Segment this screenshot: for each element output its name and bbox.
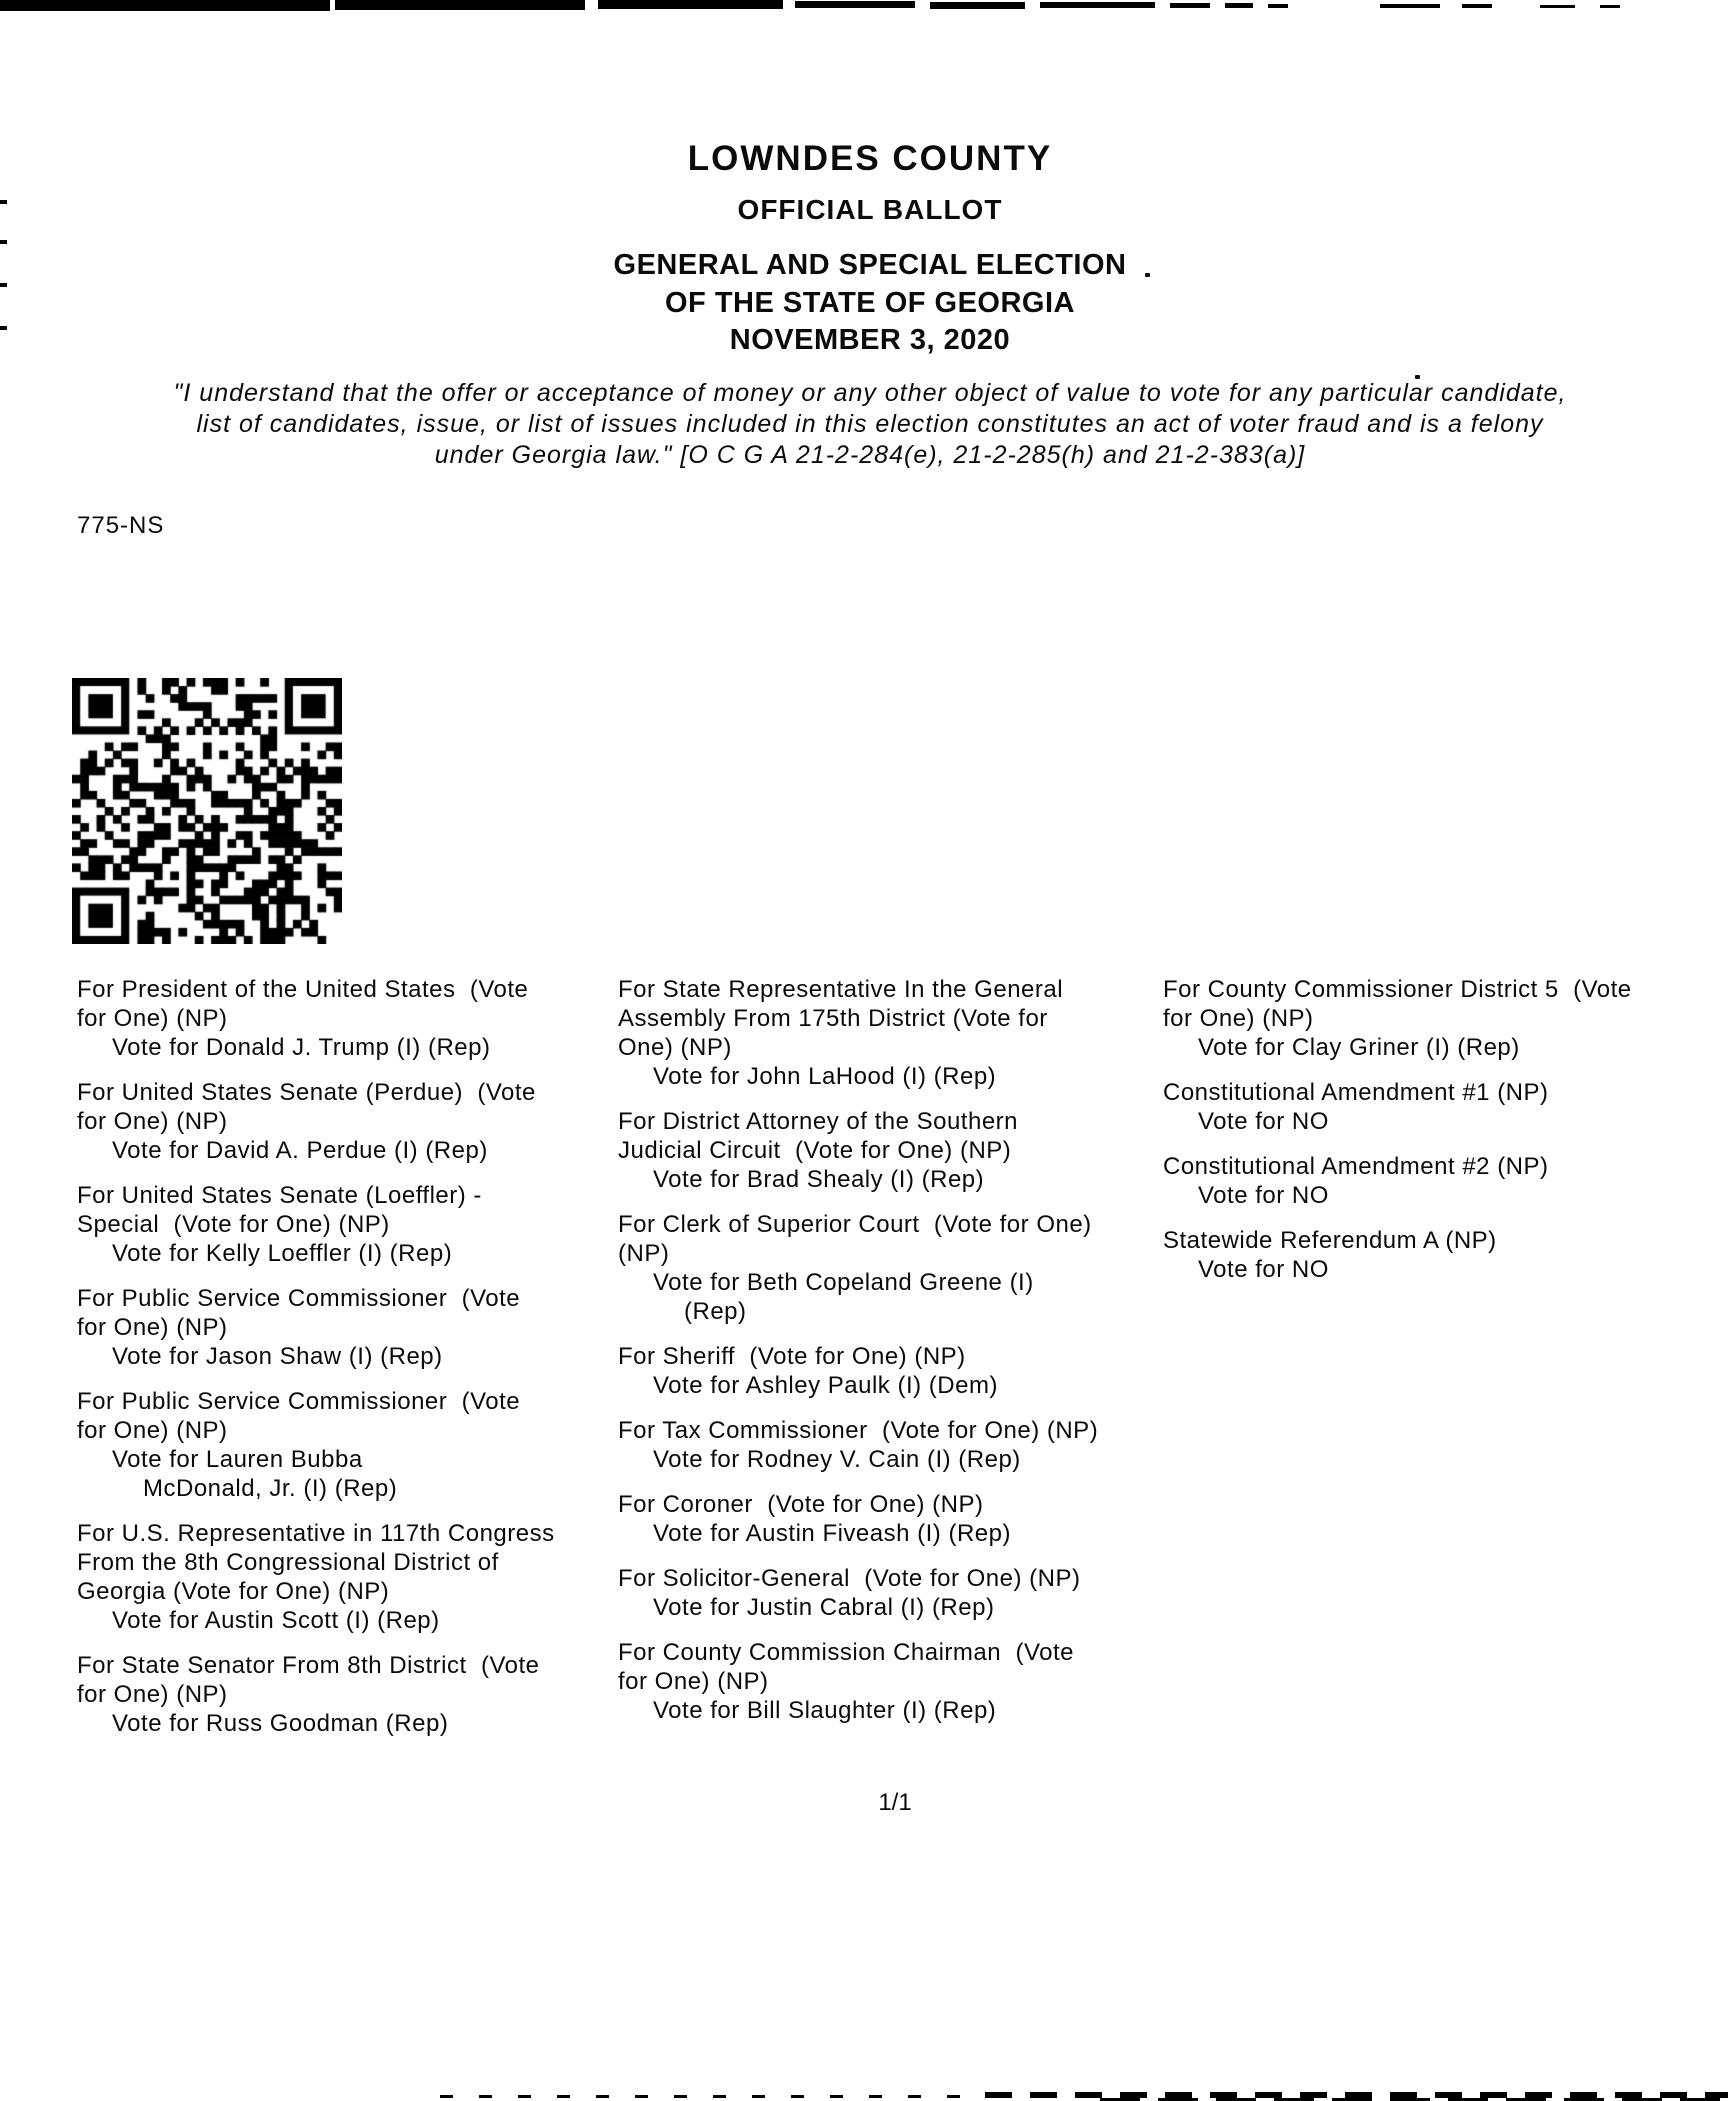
disclaimer-line: "I understand that the offer or acceptance of money or any other object of value to vote for any particular candidate,	[173, 379, 1567, 407]
contest-office-line: Statewide Referendum A (NP)	[1163, 1227, 1497, 1254]
contest-selection-line: Vote for Jason Shaw (I) (Rep)	[112, 1343, 443, 1370]
contest-office-line: For Tax Commissioner (Vote for One) (NP)	[618, 1417, 1099, 1444]
contest-block	[618, 1490, 1163, 1548]
contest-office-line: for One) (NP)	[1163, 1005, 1314, 1032]
contest-block	[77, 1519, 622, 1635]
contest-selection-line: Vote for David A. Perdue (I) (Rep)	[112, 1137, 488, 1164]
contest-office-line: For State Representative In the General	[618, 976, 1064, 1003]
disclaimer-line: list of candidates, issue, or list of issues included in this election constitutes an act of voter fraud and is a felony	[196, 410, 1544, 438]
contest-office-line: For Coroner (Vote for One) (NP)	[618, 1491, 984, 1518]
contest-selection-line: Vote for Rodney V. Cain (I) (Rep)	[653, 1446, 1021, 1473]
contest-selection-line: Vote for NO	[1198, 1182, 1329, 1209]
contest-block	[1163, 1226, 1708, 1284]
contest-block	[618, 1638, 1163, 1725]
contest-block	[77, 1387, 622, 1503]
page-number: 1/1	[878, 1789, 912, 1816]
contest-office-line: Georgia (Vote for One) (NP)	[77, 1578, 390, 1605]
contest-office-line: for One) (NP)	[77, 1681, 228, 1708]
contest-office-line: Special (Vote for One) (NP)	[77, 1211, 390, 1238]
contest-selection-line: Vote for Justin Cabral (I) (Rep)	[653, 1594, 995, 1621]
contest-block	[77, 1078, 622, 1165]
contest-office-line: One) (NP)	[618, 1034, 732, 1061]
contest-column-1	[77, 975, 622, 1754]
contest-office-line: For County Commission Chairman (Vote	[618, 1639, 1074, 1666]
contest-column-3	[1163, 975, 1708, 1300]
contest-selection-line: Vote for John LaHood (I) (Rep)	[653, 1063, 997, 1090]
contest-block	[618, 1342, 1163, 1400]
voter-fraud-disclaimer	[12, 378, 1728, 471]
contest-block	[618, 1564, 1163, 1622]
county-title: LOWNDES COUNTY	[687, 139, 1053, 178]
contest-office-line: for One) (NP)	[77, 1005, 228, 1032]
contest-block	[618, 1107, 1163, 1194]
contest-office-line: For Public Service Commissioner (Vote	[77, 1388, 521, 1415]
election-date: NOVEMBER 3, 2020	[729, 324, 1011, 356]
contest-selection-line: (Rep)	[684, 1298, 747, 1325]
election-title-line1: GENERAL AND SPECIAL ELECTION	[613, 249, 1127, 281]
contest-block	[77, 975, 622, 1062]
contest-office-line: Constitutional Amendment #1 (NP)	[1163, 1079, 1549, 1106]
contest-office-line: For United States Senate (Perdue) (Vote	[77, 1079, 536, 1106]
official-ballot-title: OFFICIAL BALLOT	[737, 194, 1003, 225]
election-title-line2: OF THE STATE OF GEORGIA	[665, 286, 1075, 319]
contest-block	[77, 1181, 622, 1268]
contest-selection-line: Vote for Ashley Paulk (I) (Dem)	[653, 1372, 998, 1399]
contest-block	[1163, 975, 1708, 1062]
contest-selection-line: Vote for Austin Fiveash (I) (Rep)	[653, 1520, 1011, 1547]
contest-selection-line: McDonald, Jr. (I) (Rep)	[143, 1475, 398, 1502]
contest-office-line: For U.S. Representative in 117th Congress	[77, 1520, 555, 1547]
contest-selection-line: Vote for Donald J. Trump (I) (Rep)	[112, 1034, 491, 1061]
contest-office-line: For State Senator From 8th District (Vote	[77, 1652, 540, 1679]
contest-selection-line: Vote for NO	[1198, 1108, 1329, 1135]
contest-block	[618, 1416, 1163, 1474]
contest-office-line: From the 8th Congressional District of	[77, 1549, 499, 1576]
contest-office-line: For United States Senate (Loeffler) -	[77, 1182, 482, 1209]
contest-block	[1163, 1152, 1708, 1210]
election-title	[12, 247, 1728, 360]
contest-office-line: For Public Service Commissioner (Vote	[77, 1285, 521, 1312]
contest-office-line: For County Commissioner District 5 (Vote	[1163, 976, 1632, 1003]
contest-selection-line: Vote for Beth Copeland Greene (I)	[653, 1269, 1034, 1296]
contest-column-2	[618, 975, 1163, 1741]
contest-selection-line: Vote for Clay Griner (I) (Rep)	[1198, 1034, 1520, 1061]
contest-office-line: Constitutional Amendment #2 (NP)	[1163, 1153, 1549, 1180]
contest-office-line: Assembly From 175th District (Vote for	[618, 1005, 1048, 1032]
contest-office-line: for One) (NP)	[77, 1314, 228, 1341]
contest-block	[618, 975, 1163, 1091]
contest-office-line: for One) (NP)	[77, 1108, 228, 1135]
contest-office-line: For Sheriff (Vote for One) (NP)	[618, 1343, 966, 1370]
contest-office-line: (NP)	[618, 1240, 670, 1267]
ballot-style-code: 775-NS	[77, 512, 165, 539]
contest-block	[77, 1284, 622, 1371]
contest-selection-line: Vote for Russ Goodman (Rep)	[112, 1710, 449, 1737]
contest-selection-line: Vote for Bill Slaughter (I) (Rep)	[653, 1697, 997, 1724]
disclaimer-line: under Georgia law." [O C G A 21-2-284(e), 21-2-285(h) and 21-2-383(a)]	[434, 441, 1306, 469]
scan-artifact-bottom-dashes	[440, 2095, 985, 2098]
contest-office-line: For District Attorney of the Southern	[618, 1108, 1019, 1135]
contest-block	[618, 1210, 1163, 1326]
contest-block	[1163, 1078, 1708, 1136]
contest-office-line: Judicial Circuit (Vote for One) (NP)	[618, 1137, 1012, 1164]
contest-office-line: for One) (NP)	[77, 1417, 228, 1444]
contest-selection-line: Vote for NO	[1198, 1256, 1329, 1283]
qr-code	[72, 678, 342, 944]
contest-office-line: For President of the United States (Vote	[77, 976, 529, 1003]
contest-selection-line: Vote for Lauren Bubba	[112, 1446, 363, 1473]
contest-block	[77, 1651, 622, 1738]
contest-selection-line: Vote for Brad Shealy (I) (Rep)	[653, 1166, 985, 1193]
contest-office-line: For Solicitor-General (Vote for One) (NP)	[618, 1565, 1081, 1592]
contest-selection-line: Vote for Austin Scott (I) (Rep)	[112, 1607, 440, 1634]
contest-office-line: for One) (NP)	[618, 1668, 769, 1695]
contest-selection-line: Vote for Kelly Loeffler (I) (Rep)	[112, 1240, 453, 1267]
contest-office-line: For Clerk of Superior Court (Vote for One)	[618, 1211, 1092, 1238]
ballot-header	[12, 138, 1728, 360]
